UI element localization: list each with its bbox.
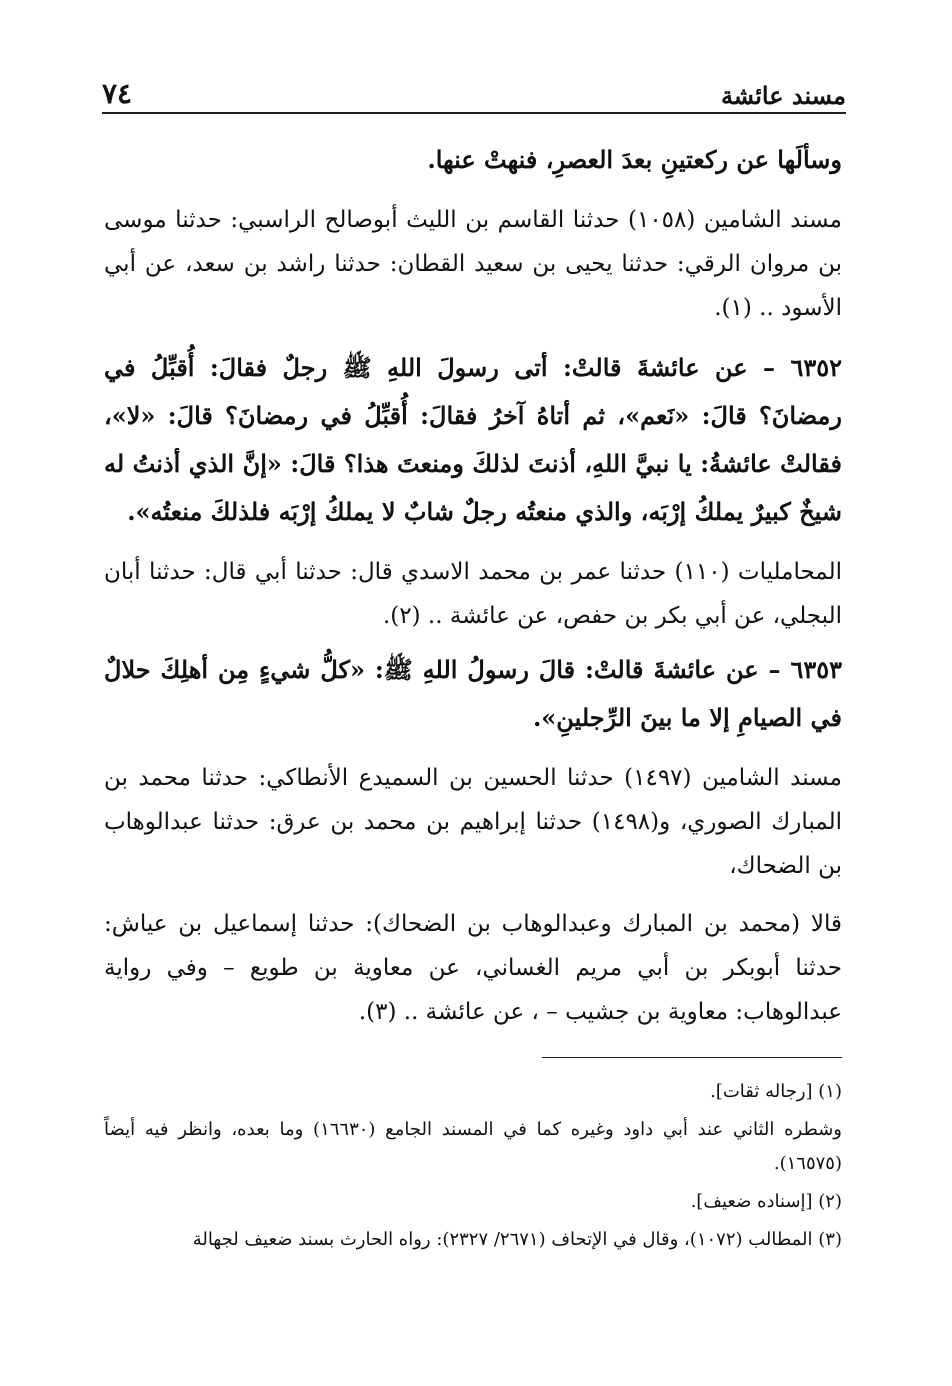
footnote-3: (٣) المطالب (١٠٧٢)، وقال في الإتحاف (٢٦٧١/ ٢٣٢٧): رواه الحارث بسند ضعيف لجهالة (192, 1229, 842, 1250)
isnad-paragraph: المحامليات (١١٠) حدثنا عمر بن محمد الاسدي قال: حدثنا أبي قال: حدثنا أبان البجلي، عن أبي بكر بن حفص، عن عائشة .. (٢). (104, 559, 843, 629)
hadith-6352: ٦٣٥٢ – عن عائشةَ قالتْ: أتى رسولَ اللهِ ﷺ رجلٌ فقالَ: أُقبِّلُ في رمضانَ؟ قالَ: «نَعم»، ثم أتاهُ آخرُ فقالَ: أُقبِّلُ في رمضانَ؟ قالَ: «لا»، فقالتْ عائشةُ: يا نبيَّ اللهِ، أذنتَ لذلكَ ومنعتَ هذا؟ قالَ: «إنَّ الذي أذنتُ له شيخٌ كبيرٌ يملكُ إرْبَه، والذي منعتُه رجلٌ شابٌ لا يملكُ إرْبَه فلذلكَ منعتُه». (104, 353, 842, 526)
footnotes (104, 1075, 842, 1257)
footnote-1-continuation: وشطره الثاني عند أبي داود وغيره كما في المسند الجامع (١٦٦٣٠) وما بعده، وانظر فيه أيضاً (١٦٥٧٥). (104, 1119, 842, 1174)
isnad-paragraph: قالا (محمد بن المبارك وعبدالوهاب بن الضحاك): حدثنا إسماعيل بن عياش: حدثنا أبوبكر بن أبي مريم الغساني، عن معاوية بن طويع – وفي رواية عبدالوهاب: معاوية بن جشيب – ، عن عائشة .. (٣). (104, 911, 842, 1025)
isnad-paragraph: مسند الشامين (١٤٩٧) حدثنا الحسين بن السميدع الأنطاكي: حدثنا محمد بن المبارك الصوري، و(١٤٩٨) حدثنا إبراهيم بن محمد بن عرق: حدثنا عبدالوهاب بن الضحاك، (104, 765, 842, 879)
running-title: مسند عائشة (720, 81, 846, 110)
hadith-6353: ٦٣٥٣ – عن عائشةَ قالتْ: قالَ رسولُ اللهِ ﷺ: «كلُّ شيءٍ مِن أهلِكَ حلالٌ في الصيامِ إلا ما بينَ الرِّجلينِ». (104, 655, 842, 732)
footnote-2: (٢) [إسناده ضعيف]. (690, 1191, 842, 1212)
isnad-paragraph: مسند الشامين (١٠٥٨) حدثنا القاسم بن الليث أبوصالح الراسبي: حدثنا موسى بن مروان الرقي: حدثنا يحيى بن سعيد القطان: حدثنا راشد بن سعد، عن أبي الأسود .. (١). (104, 207, 842, 321)
hadith-continuation: وسألَها عن ركعتينِ بعدَ العصرِ، فنهتْ عنها. (427, 145, 842, 174)
footnote-separator (542, 1057, 842, 1058)
footnote-1: (١) [رجاله ثقات]. (710, 1081, 842, 1102)
page-header (102, 72, 846, 108)
header-rule (102, 112, 846, 114)
page-number: ٧٤ (102, 77, 133, 110)
main-text (104, 136, 842, 1034)
